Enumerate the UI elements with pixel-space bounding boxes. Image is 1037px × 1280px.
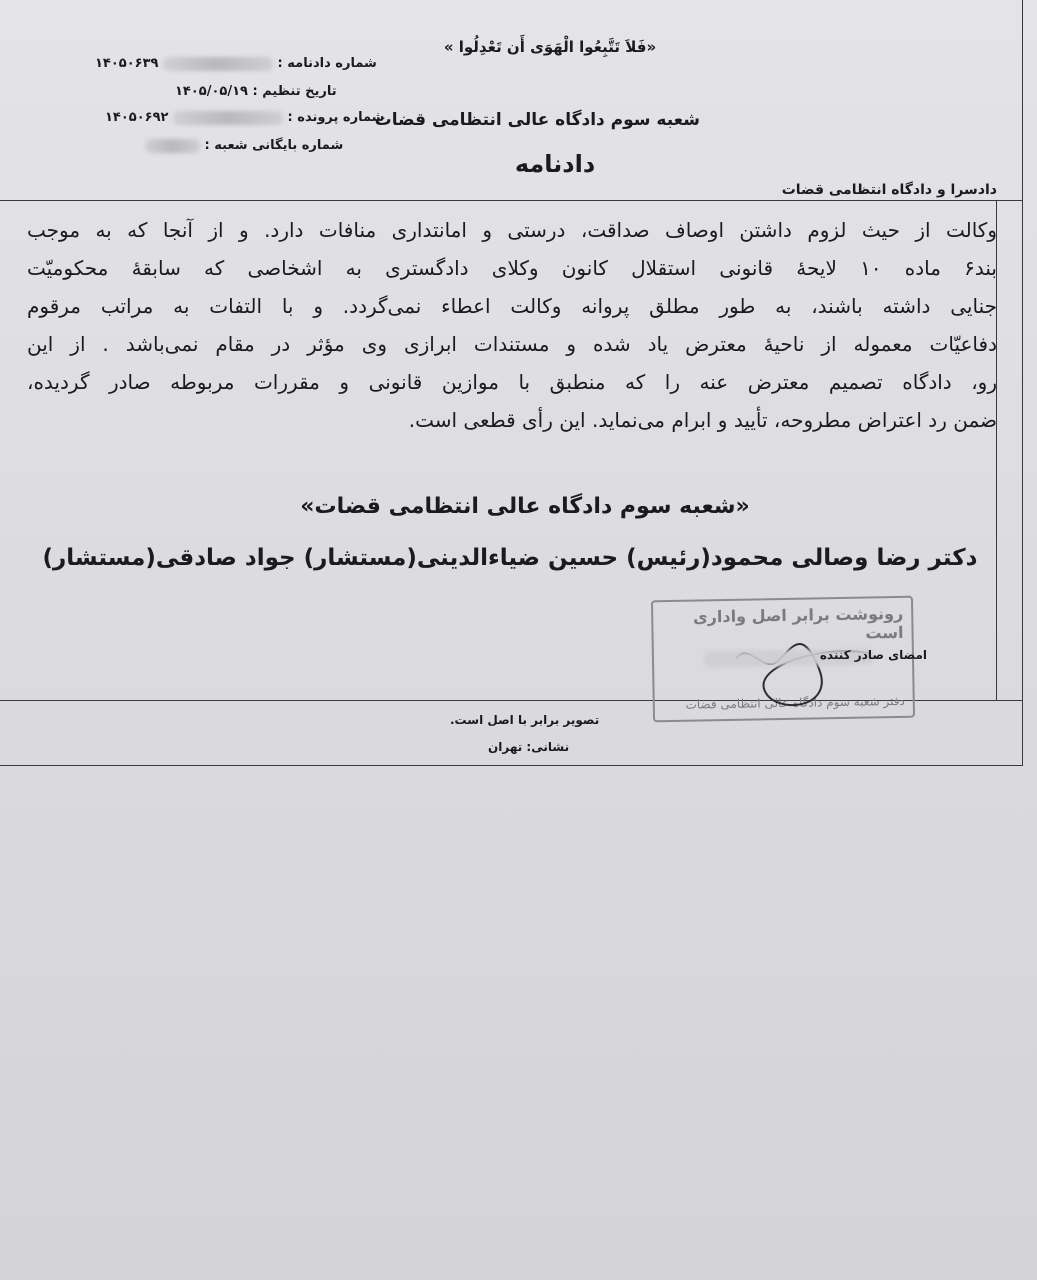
- body-line: رو، دادگاه تصمیم معترض عنه را که منطبق با موازین قانونی و مقررات مربوطه صادر گردیده،: [27, 370, 997, 394]
- body-line: وکالت از حیث لزوم داشتن اوصاف صداقت، درستی و امانتداری منافات دارد. و از آنجا که به موجب: [27, 218, 997, 242]
- judgment-number: [95, 56, 377, 71]
- court-signature-title: «شعبه سوم دادگاه عالی انتظامی قضات»: [300, 494, 750, 519]
- case-number-value: ۱۴۰۵۰۶۹۲: [105, 110, 169, 125]
- header-divider: [0, 200, 1022, 201]
- body-line: جنایی داشته باشند، به طور مطلق پروانه وکالت اعطاء نمی‌گردد. و با التفات به مراتب مرقوم: [27, 294, 997, 318]
- issue-date: تاریخ تنظیم : ۱۴۰۵/۰۵/۱۹: [175, 84, 337, 99]
- redacted-mark: [173, 111, 283, 125]
- body-line: بند۶ ماده ۱۰ لایحهٔ قانونی استقلال کانون وکلای دادگستری به اشخاصی که سابقهٔ محکومیّت: [27, 256, 997, 280]
- judgment-number-value: ۱۴۰۵۰۶۳۹: [95, 56, 159, 71]
- redacted-mark: [145, 139, 200, 153]
- doc-title: دادنامه: [514, 150, 596, 178]
- case-number: [105, 110, 384, 125]
- case-number-label: شماره پرونده :: [287, 110, 385, 125]
- copy-note: تصویر برابر با اصل است.: [450, 713, 600, 727]
- court-name: شعبه سوم دادگاه عالی انتظامی قضات: [374, 110, 700, 130]
- subtitle: دادسرا و دادگاه انتظامی قضات: [781, 182, 997, 198]
- motto: «فَلاَ تَتَّبِعُوا الْهَوَى أَن تَعْدِلُوا »: [443, 38, 657, 56]
- redacted-mark: [163, 57, 273, 71]
- address: نشانی: تهران: [488, 740, 570, 754]
- stamp-bottom-text: دفتر شعبه سوم دادگاه عالی انتظامی قضات: [685, 693, 905, 712]
- signer-label: امضای صادر کننده: [819, 648, 927, 662]
- judgment-number-label: شماره دادنامه :: [277, 56, 377, 71]
- judges-names: دکتر رضا وصالی محمود(رئیس) حسین ضیاءالدینی(مستشار) جواد صادقی(مستشار): [42, 545, 978, 571]
- stamp-top-text: رونوشت برابر اصل واداری است: [692, 603, 904, 643]
- body-line: ضمن رد اعتراض مطروحه، تأیید و ابرام می‌نماید. این رأی قطعی است.: [408, 408, 997, 432]
- archive-number: [145, 138, 343, 153]
- archive-number-label: شماره بایگانی شعبه :: [204, 138, 344, 153]
- body-line: دفاعیّات معموله از ناحیهٔ معترض یاد شده و مستندات ابرازی وی مؤثر در مقام نمی‌باشد . از این: [27, 332, 997, 356]
